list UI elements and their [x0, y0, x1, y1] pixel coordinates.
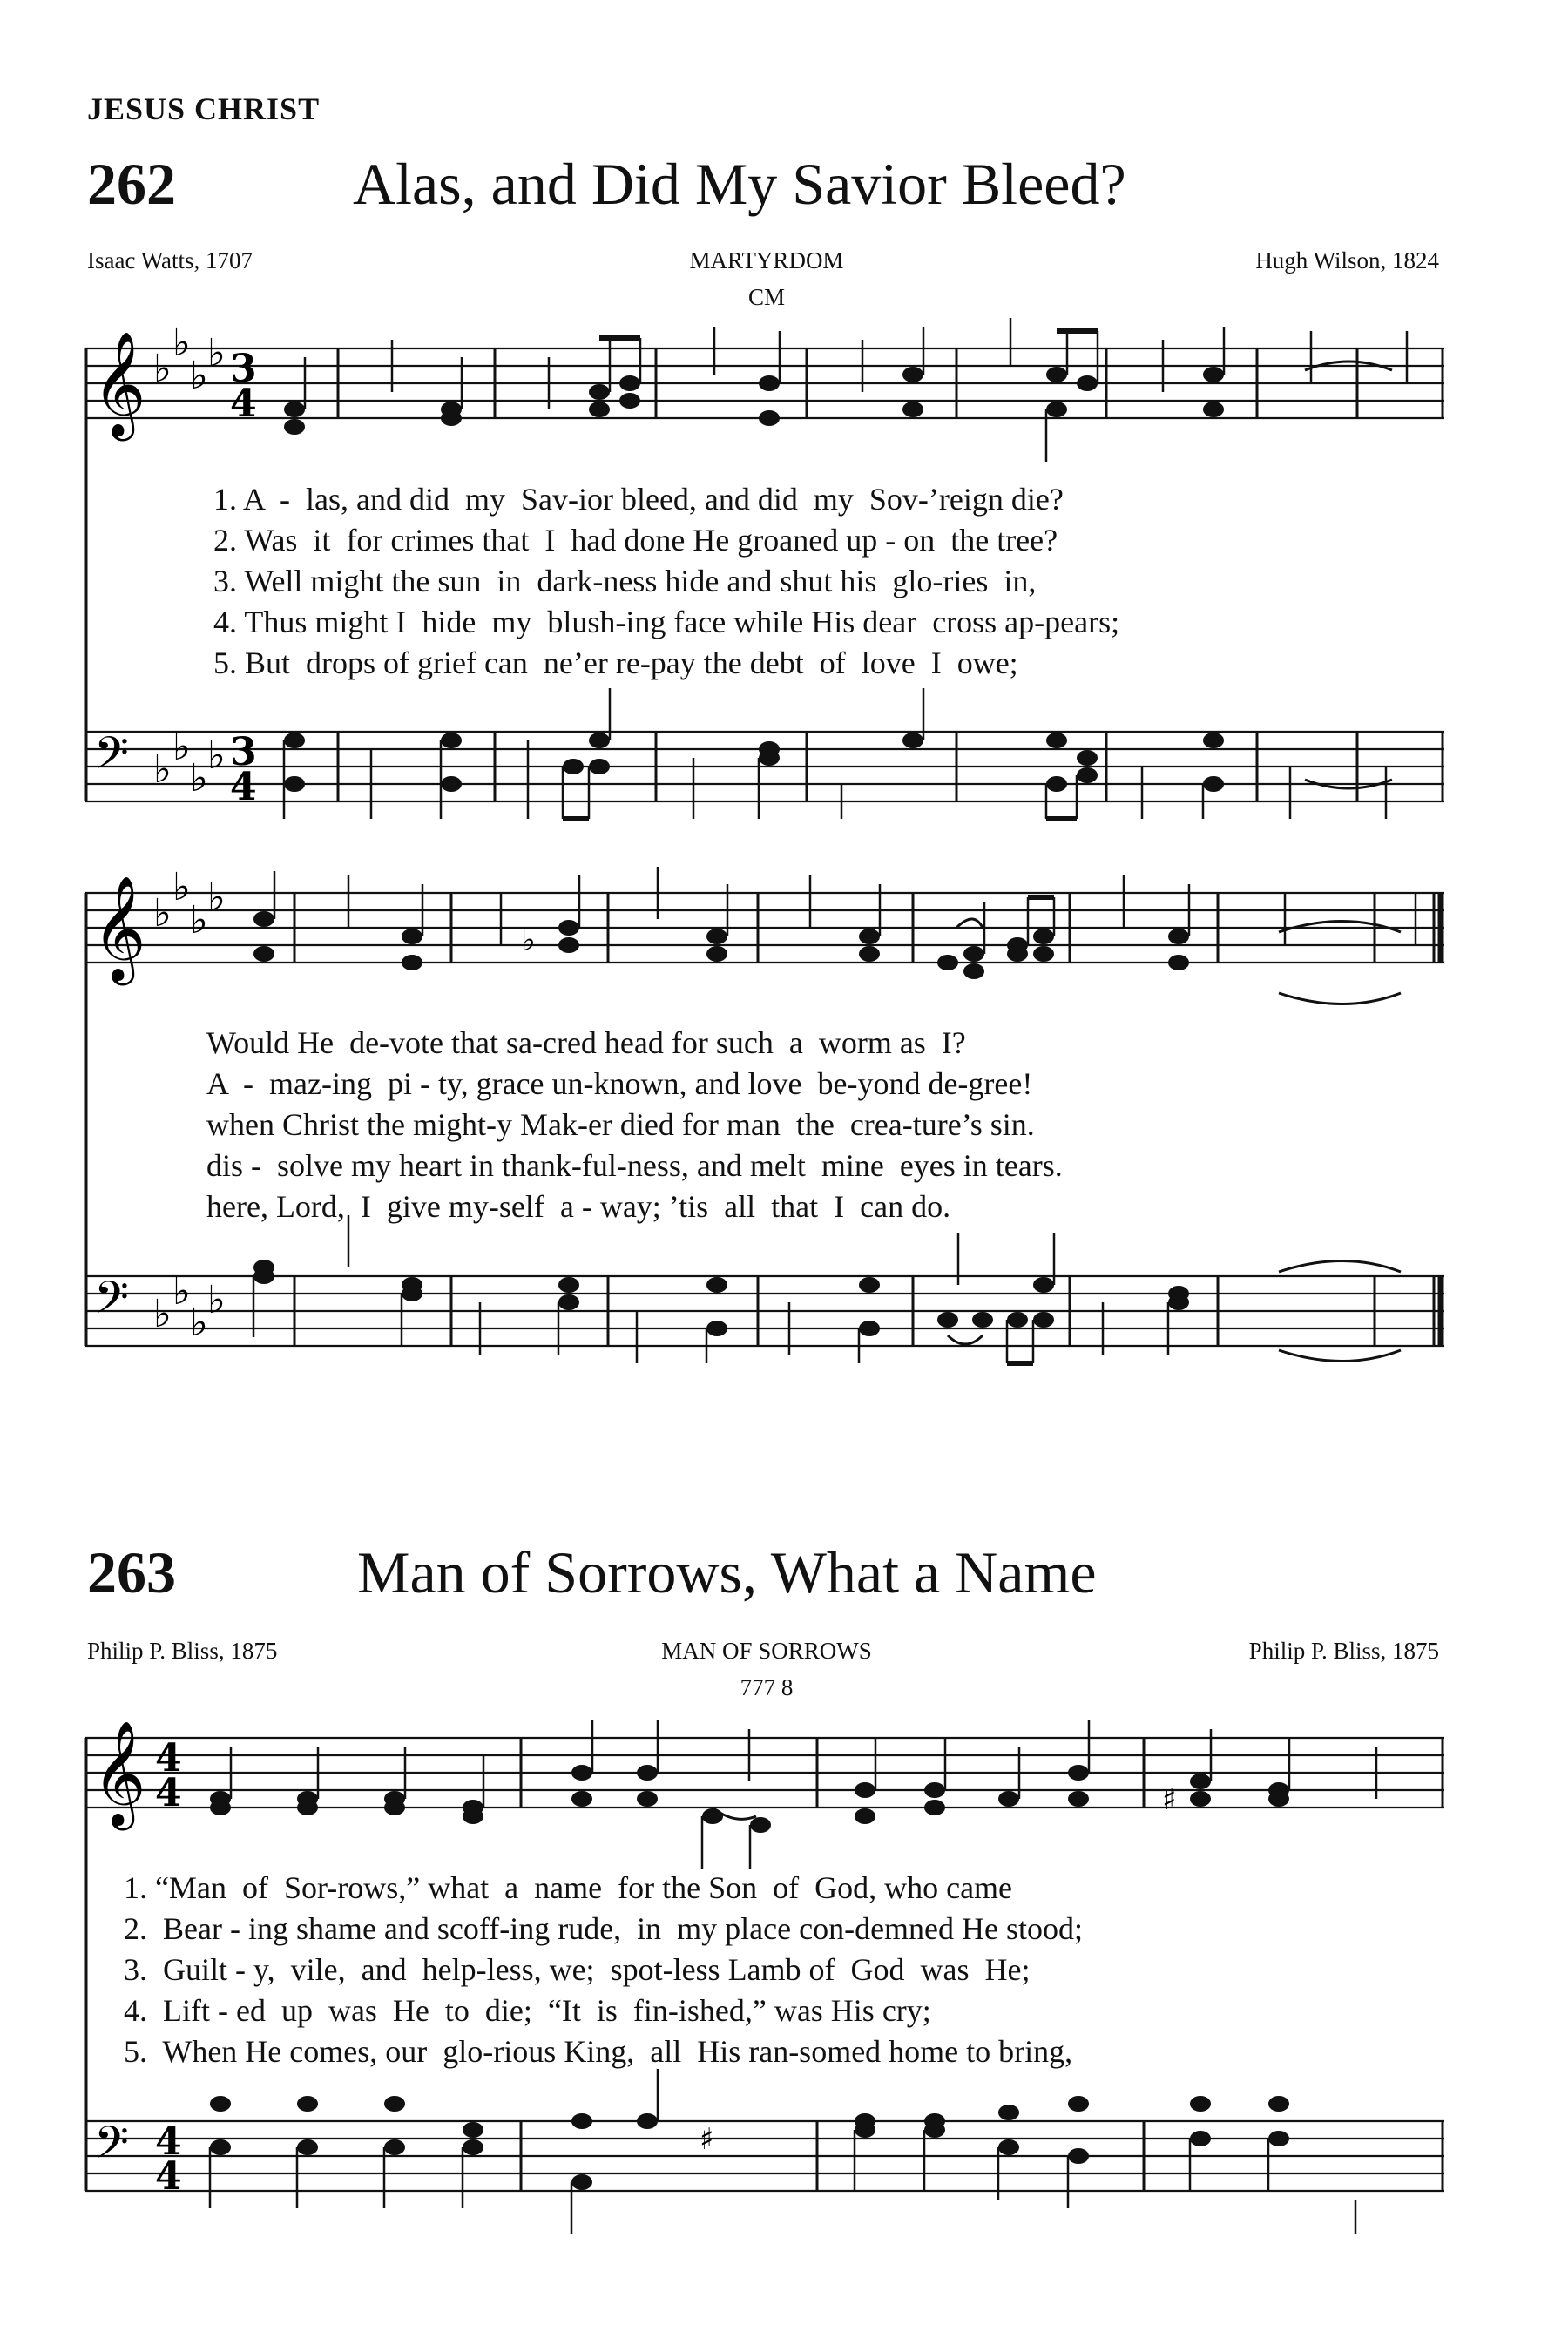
bass-clef-icon: 𝄢: [94, 1271, 129, 1335]
svg-text:♯: ♯: [700, 2122, 714, 2157]
hymn-262-verse-1-line-1: 1. A - las, and did my Sav-ior bleed, and did my Sov-’reign die?: [213, 482, 1064, 517]
svg-text:♯: ♯: [1162, 1782, 1177, 1817]
hymn-262-verse-5-line-2: here, Lord, I give my-self a - way; ’tis all that I can do.: [206, 1189, 951, 1224]
hymn-263-tune: MAN OF SORROWS: [661, 1638, 872, 1664]
svg-text:♭: ♭: [153, 347, 172, 391]
hymn-262-composer: Hugh Wilson, 1824: [1255, 247, 1439, 274]
hymn-262-verse-4-line-1: 4. Thus might I hide my blush-ing face while His dear cross ap-pears;: [213, 605, 1120, 639]
hymn-title-262: Alas, and Did My Savior Bleed?: [353, 151, 1126, 217]
svg-text:4: 4: [155, 1736, 182, 1781]
svg-text:♭: ♭: [190, 756, 208, 801]
svg-text:♭: ♭: [172, 321, 191, 365]
bass-clef-icon: 𝄢: [94, 2116, 129, 2180]
hymn-262-verse-2-line-1: 2. Was it for crimes that I had done He groaned up - on the tree?: [213, 523, 1058, 558]
hymn-262-verse-1-line-2: Would He de-vote that sa-cred head for such a worm as I?: [206, 1025, 966, 1060]
bass-stems: [284, 688, 1392, 819]
hymn-262-verse-5-line-1: 5. But drops of grief can ne’er re-pay the debt of love I owe;: [213, 645, 1018, 680]
hymn-number-263: 263: [87, 1539, 176, 1605]
hymn-262-verse-3-line-1: 3. Well might the sun in dark-ness hide and shut his glo-ries in,: [213, 564, 1037, 598]
treble-notes: [253, 911, 1416, 988]
hymn-title-263: Man of Sorrows, What a Name: [357, 1539, 1097, 1605]
hymn-number-262: 262: [87, 151, 176, 217]
treble-notes: [284, 358, 1407, 435]
svg-text:4: 4: [230, 382, 257, 426]
svg-text:♭: ♭: [207, 733, 226, 778]
svg-text:♭: ♭: [153, 747, 172, 792]
svg-text:♭: ♭: [207, 875, 226, 920]
bass-notes: [253, 1260, 1416, 1345]
svg-text:♭: ♭: [172, 725, 191, 769]
svg-text:3: 3: [230, 347, 257, 391]
treble-stems: [274, 867, 1416, 1004]
treble-clef-icon: 𝄞: [92, 330, 146, 436]
key-signature-flats: [153, 865, 226, 1345]
hymn-263-composer: Philip P. Bliss, 1875: [1248, 1638, 1439, 1664]
hymn-263-verse-5-line-1: 5. When He comes, our glo-rious King, all His ran-somed home to bring,: [124, 2034, 1073, 2069]
svg-text:3: 3: [230, 730, 257, 774]
svg-text:♭: ♭: [521, 923, 536, 958]
treble-notes: [210, 1765, 1376, 1833]
svg-text:♭: ♭: [190, 354, 208, 398]
treble-stems: [305, 318, 1407, 462]
bass-clef-icon: 𝄢: [94, 727, 129, 790]
treble-clef-icon: 𝄞: [92, 875, 146, 981]
svg-text:♭: ♭: [190, 1301, 208, 1345]
hymn-262-verse-2-line-2: A - maz-ing pi - ty, grace un-known, and love be-yond de-gree!: [206, 1066, 1033, 1101]
svg-text:♭: ♭: [153, 1292, 172, 1336]
bass-stems: [253, 1215, 1401, 1363]
svg-text:♭: ♭: [207, 1278, 226, 1322]
hymn-263-verse-1-line-1: 1. “Man of Sor-rows,” what a name for the Son of God, who came: [124, 1870, 1013, 1905]
hymn-262-tune: MARTYRDOM: [689, 247, 844, 274]
hymn-263-verse-2-line-1: 2. Bear - ing shame and scoff-ing rude, in my place con-demned He stood;: [124, 1911, 1084, 1946]
svg-text:♭: ♭: [172, 865, 191, 909]
section-heading: JESUS CHRIST: [87, 91, 321, 126]
bass-notes: [284, 715, 1407, 792]
svg-text:♭: ♭: [190, 898, 208, 943]
hymn-263-author: Philip P. Bliss, 1875: [87, 1638, 278, 1664]
svg-text:♭: ♭: [207, 331, 226, 375]
hymn-263-meter: 777 8: [740, 1674, 794, 1700]
svg-text:4: 4: [155, 2119, 182, 2164]
hymn-263-verse-4-line-1: 4. Lift - ed up was He to die; “It is fin-ished,” was His cry;: [124, 1993, 931, 2028]
treble-clef-icon: 𝄞: [92, 1720, 146, 1826]
svg-text:♭: ♭: [153, 891, 172, 936]
hymn-262-verse-4-line-2: dis - solve my heart in thank-ful-ness, and melt mine eyes in tears.: [206, 1148, 1063, 1183]
bass-stems: [210, 2069, 1355, 2234]
svg-text:4: 4: [155, 1771, 182, 1815]
hymn-262-verse-3-line-2: when Christ the might-y Mak-er died for man the crea-ture’s sin.: [206, 1107, 1035, 1142]
hymn-262-meter: CM: [747, 284, 786, 310]
hymn-262-author: Isaac Watts, 1707: [87, 247, 253, 274]
svg-text:4: 4: [155, 2154, 182, 2199]
key-signature-flats: [153, 321, 226, 801]
svg-text:4: 4: [230, 765, 257, 809]
svg-text:♭: ♭: [172, 1269, 191, 1314]
hymn-263-verse-3-line-1: 3. Guilt - y, vile, and help-less, we; spot-less Lamb of God was He;: [124, 1952, 1031, 1987]
